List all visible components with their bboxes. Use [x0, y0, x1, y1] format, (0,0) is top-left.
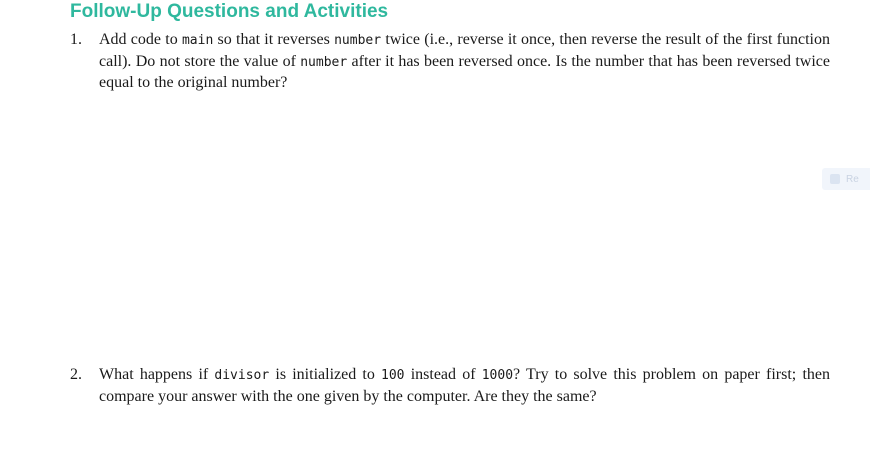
question-text: [99, 30, 830, 94]
code-number: number: [300, 54, 348, 70]
code-divisor: divisor: [214, 368, 270, 383]
question-text: [99, 365, 830, 407]
text-run: What happens if: [99, 366, 215, 383]
section-title: Follow-Up Questions and Activities: [70, 1, 389, 22]
side-note-tab[interactable]: [822, 168, 870, 190]
text-run: instead of: [404, 366, 482, 383]
side-note-label: Re: [846, 173, 859, 185]
question-1: [70, 30, 830, 94]
note-icon: [830, 174, 840, 184]
code-number: number: [334, 33, 382, 48]
text-run: ? Try to solve this problem on paper first; then compare your answer with the one given by the computer. Are they the same?: [99, 366, 830, 405]
code-main: main: [181, 33, 214, 48]
question-2: [70, 365, 830, 407]
text-run: Add code to: [99, 31, 182, 48]
code-1000: 1000: [481, 368, 514, 383]
question-number: 1.: [70, 31, 82, 48]
text-run: so that it reverses: [213, 31, 335, 48]
text-run: is initialized to: [269, 366, 382, 383]
code-100: 100: [381, 368, 405, 383]
question-number: 2.: [70, 366, 82, 383]
text-run: twice (i.e., reverse it once, then reverse the result of the first function call). Do not store the value of: [99, 31, 831, 70]
text-run: after it has been reversed once. Is the number that has been reversed twice equal to the original number?: [99, 52, 831, 91]
